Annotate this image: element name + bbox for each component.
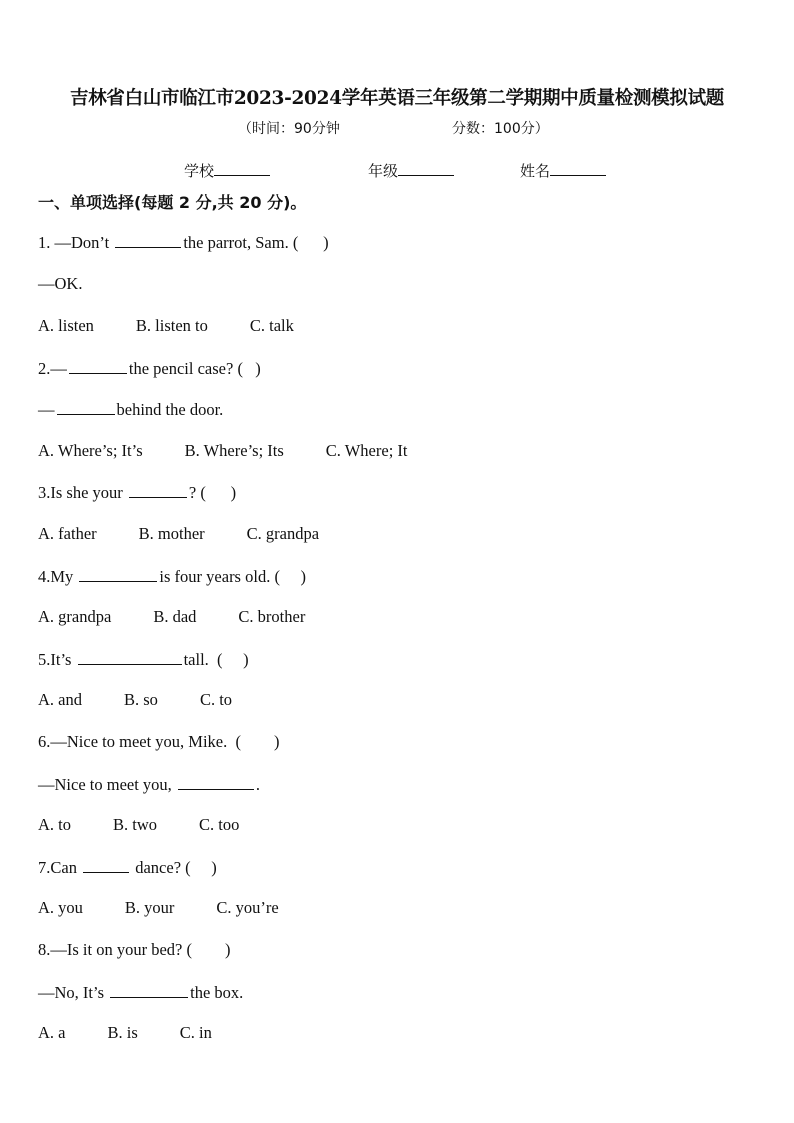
question-text: 5.It’s: [38, 650, 76, 669]
exam-time: （时间：90分钟: [238, 121, 340, 137]
option-a[interactable]: A. you: [38, 898, 83, 917]
question-text: 3.Is she your: [38, 483, 127, 502]
question-4-options: [38, 607, 347, 627]
question-text: —Nice to meet you,: [38, 775, 176, 794]
question-text: tall. ( ): [183, 650, 249, 669]
name-label: 姓名: [520, 162, 551, 180]
option-b[interactable]: B. dad: [153, 607, 197, 626]
question-text: is four years old. ( ): [159, 567, 307, 586]
answer-blank[interactable]: [57, 399, 115, 415]
answer-blank[interactable]: [79, 566, 157, 582]
section-title: 一、单项选择(每题 2 分,共 20 分)。: [38, 193, 307, 212]
option-a[interactable]: A. father: [38, 524, 97, 543]
option-b[interactable]: B. Where’s; Its: [184, 441, 284, 460]
question-text: 4.My: [38, 567, 78, 586]
question-text: the box.: [190, 983, 244, 1002]
question-text: 2.—: [38, 359, 67, 378]
answer-blank[interactable]: [110, 982, 188, 998]
question-1-options: [38, 316, 336, 336]
question-text: behind the door.: [116, 400, 224, 419]
answer-blank[interactable]: [115, 232, 181, 248]
question-6-options: [38, 815, 281, 835]
option-b[interactable]: B. is: [107, 1023, 138, 1042]
school-field: [184, 160, 270, 181]
question-6: 6.—Nice to meet you, Mike. ( ): [38, 732, 280, 751]
question-6-reply: [38, 774, 260, 795]
answer-blank[interactable]: [78, 649, 182, 665]
name-field: [520, 160, 606, 181]
question-4: [38, 566, 306, 587]
question-text: 7.Can: [38, 858, 82, 877]
option-a[interactable]: A. to: [38, 815, 71, 834]
option-c[interactable]: C. you’re: [216, 898, 279, 917]
grade-blank[interactable]: [398, 161, 454, 176]
exam-score: 分数：100分）: [452, 121, 549, 137]
question-8-options: [38, 1023, 254, 1043]
question-3-options: [38, 524, 361, 544]
option-c[interactable]: C. too: [199, 815, 240, 834]
question-8: 8.—Is it on your bed? ( ): [38, 940, 231, 959]
question-8-reply: [38, 982, 243, 1003]
question-2-options: [38, 441, 450, 461]
option-c[interactable]: C. grandpa: [246, 524, 320, 543]
option-b[interactable]: B. so: [124, 690, 158, 709]
option-b[interactable]: B. listen to: [135, 316, 208, 335]
question-text: —: [38, 400, 55, 419]
option-c[interactable]: C. in: [179, 1023, 212, 1042]
question-7: [38, 857, 217, 878]
answer-blank[interactable]: [129, 482, 187, 498]
option-a[interactable]: A. and: [38, 690, 82, 709]
option-b[interactable]: B. mother: [138, 524, 205, 543]
question-text: dance? ( ): [131, 858, 217, 877]
grade-label: 年级: [368, 162, 399, 180]
question-5-options: [38, 690, 274, 710]
grade-field: [368, 160, 454, 181]
answer-blank[interactable]: [83, 857, 129, 873]
page-title: 吉林省白山市临江市2023-2024学年英语三年级第二学期期中质量检测模拟试题: [70, 88, 724, 109]
school-blank[interactable]: [214, 161, 270, 176]
question-text: the parrot, Sam. ( ): [183, 233, 329, 252]
question-text: 1. —Don’t: [38, 233, 114, 252]
answer-blank[interactable]: [178, 774, 254, 790]
name-blank[interactable]: [550, 161, 606, 176]
option-a[interactable]: A. a: [38, 1023, 66, 1042]
option-a[interactable]: A. grandpa: [38, 607, 112, 626]
school-label: 学校: [184, 162, 215, 180]
option-c[interactable]: C. talk: [249, 316, 294, 335]
question-7-options: [38, 898, 321, 918]
option-c[interactable]: C. to: [199, 690, 233, 709]
option-c[interactable]: C. brother: [238, 607, 306, 626]
option-c[interactable]: C. Where; It: [325, 441, 408, 460]
question-3: [38, 482, 236, 503]
option-b[interactable]: B. your: [124, 898, 175, 917]
option-a[interactable]: A. listen: [38, 316, 94, 335]
question-5: [38, 649, 249, 670]
question-text: .: [255, 775, 261, 794]
question-2: [38, 358, 261, 379]
answer-blank[interactable]: [69, 358, 127, 374]
question-text: —No, It’s: [38, 983, 109, 1002]
question-1: [38, 232, 329, 253]
question-2-reply: [38, 399, 223, 420]
question-text: the pencil case? ( ): [128, 359, 261, 378]
question-1-reply: —OK.: [38, 274, 83, 293]
option-a[interactable]: A. Where’s; It’s: [38, 441, 143, 460]
option-b[interactable]: B. two: [113, 815, 158, 834]
question-text: ? ( ): [188, 483, 237, 502]
